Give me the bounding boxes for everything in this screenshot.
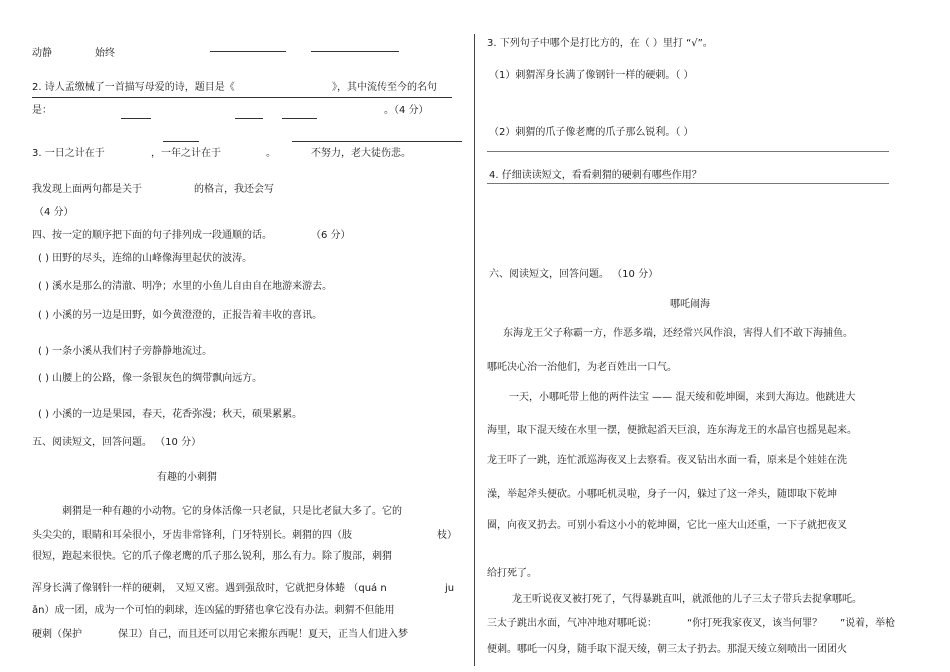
sentence-item: ( ) 一条小溪从我们村子旁静静地流过。 <box>38 346 213 357</box>
divider-line <box>487 151 889 152</box>
option-item: （2）刺猬的爪子像老鹰的爪子那么锐利。（ ） <box>489 127 694 138</box>
question-3-score: （4 分） <box>34 207 74 218</box>
passage-line: 哪吒决心治一治他们，为老百姓出一口气。 <box>487 362 677 373</box>
answer-blank[interactable] <box>311 51 399 52</box>
question-3-text-b: ，一年之计在于 <box>151 148 221 159</box>
question-2-text-end: 》，其中流传至今的名句 <box>332 82 437 93</box>
passage-line: 一天，小哪吒带上他的两件法宝 —— 混天绫和乾坤圈，来到大海边。他跳进大 <box>509 392 856 403</box>
option-item: （1）刺猬浑身长满了像钢针一样的硬刺。（ ） <box>489 70 694 81</box>
question-3-right: 3. 下列句子中哪个是打比方的，在（ ）里打 “√”。 <box>487 38 713 49</box>
sentence-item: ( ) 小溪的另一边是田野，如今黄澄澄的，正报告着丰收的喜讯。 <box>38 310 323 321</box>
answer-line[interactable] <box>487 183 889 184</box>
passage-line: 很短，跑起来很快。它的爪子像老鹰的爪子那么锐利，那么有力。除了腹部，刺猬 <box>32 551 392 562</box>
answer-blank[interactable] <box>292 141 462 142</box>
passage-line: 硬刺（保护 <box>32 629 82 640</box>
answer-blank[interactable] <box>32 97 452 98</box>
passage-line-end: 枝） <box>437 530 457 541</box>
passage-line-b: 保卫）自己，而且还可以用它来搬东西呢！夏天，正当人们进入梦 <box>118 629 408 640</box>
passage-line: ǎn）成一团，成为一个可怕的刺球，连凶猛的野猪也拿它没有办法。刺猬不但能用 <box>32 605 395 616</box>
passage-line: 浑身长满了像钢针一样的硬刺， 又短又密。遇到强敌时，它就把身体蜷 （quá n <box>32 583 387 594</box>
passage-title: 哪吒闹海 <box>670 299 710 310</box>
passage-line: 龙王吓了一跳，连忙派巡海夜叉上去察看。夜叉钻出水面一看，原来是个娃娃在洗 <box>487 455 847 466</box>
passage-line: 给打死了。 <box>487 568 537 579</box>
section-5-heading: 五、阅读短文，回答问题。 （10 分） <box>32 437 202 448</box>
fill-word-2: 始终 <box>95 48 115 59</box>
sentence-item: ( ) 小溪的一边是果园，春天，花香弥漫；秋天，硕果累累。 <box>38 409 303 420</box>
question-2-label: 是： <box>32 105 52 116</box>
question-4-right: 4. 仔细读读短文，看看刺猬的硬刺有哪些作用？ <box>489 170 702 181</box>
question-3-text: 3. 一日之计在于 <box>32 148 105 159</box>
section-4-heading: 四、按一定的顺序把下面的句子排列成一段通顺的话。 <box>32 230 272 241</box>
column-divider <box>474 34 475 666</box>
passage-line: 便刺。哪吒一闪身，随手取下混天绫，朝三太子扔去。那混天绫立刻喷出一团团火 <box>487 644 847 655</box>
passage-line-c: ”说着，举枪 <box>840 618 896 629</box>
answer-blank[interactable] <box>282 118 317 119</box>
passage-line: 龙王听说夜叉被打死了，气得暴跳直叫，就派他的儿子三太子带兵去捉拿哪吒。 <box>512 594 862 605</box>
question-3-text-c: 。 <box>266 148 276 159</box>
question-3-followup: 我发现上面两句都是关于 <box>32 184 142 195</box>
question-3-text-d: 不努力，老大徒伤悲。 <box>311 148 411 159</box>
passage-line: 头尖尖的，眼睛和耳朵很小，牙齿非常锋利，门牙特别长。刺猬的四（肢 <box>32 530 352 541</box>
passage-line: 三太子跳出水面，气冲冲地对哪吒说： <box>487 618 657 629</box>
question-3-followup-b: 的格言，我还会写 <box>194 184 274 195</box>
passage-line: 圈，向夜叉扔去。可别小看这小小的乾坤圈，它比一座大山还重，一下子就把夜叉 <box>487 520 847 531</box>
answer-blank[interactable] <box>121 118 151 119</box>
passage-line: 澡，举起斧头便砍。小哪吒机灵啦，身子一闪，躲过了这一斧头，随即取下乾坤 <box>487 489 837 500</box>
sentence-item: ( ) 田野的尽头，连绵的山峰像海里起伏的波涛。 <box>38 253 253 264</box>
passage-line-b: “你打死我家夜叉，该当何罪？ <box>687 618 823 629</box>
sentence-item: ( ) 山腰上的公路，像一条银灰色的绸带飘向远方。 <box>38 373 263 384</box>
answer-blank[interactable] <box>163 141 199 142</box>
answer-blank[interactable] <box>235 118 263 119</box>
question-2-score: 。（4 分） <box>384 105 429 116</box>
passage-line: 刺猬是一种有趣的小动物。它的身体活像一只老鼠，只是比老鼠大多了。它的 <box>62 506 402 517</box>
fill-word-1: 动静 <box>32 48 52 59</box>
section-4-score: （6 分） <box>311 230 351 241</box>
passage-title: 有趣的小刺猬 <box>157 472 217 483</box>
passage-line: 海里，取下混天绫在水里一摆，便掀起滔天巨浪，连东海龙王的水晶宫也摇晃起来。 <box>487 425 857 436</box>
section-6-heading: 六、阅读短文，回答问题。 （10 分） <box>489 269 659 280</box>
passage-line: 东海龙王父子称霸一方，作恶多端，还经常兴风作浪，害得人们不敢下海捕鱼。 <box>503 328 853 339</box>
question-2-text: 2. 诗人孟缴械了一首描写母爱的诗，题目是《 <box>32 82 235 93</box>
passage-line-end: ju <box>445 583 455 594</box>
answer-blank[interactable] <box>210 51 286 52</box>
sentence-item: ( ) 溪水是那么的清澈、明净；水里的小鱼儿自由自在地游来游去。 <box>38 281 333 292</box>
